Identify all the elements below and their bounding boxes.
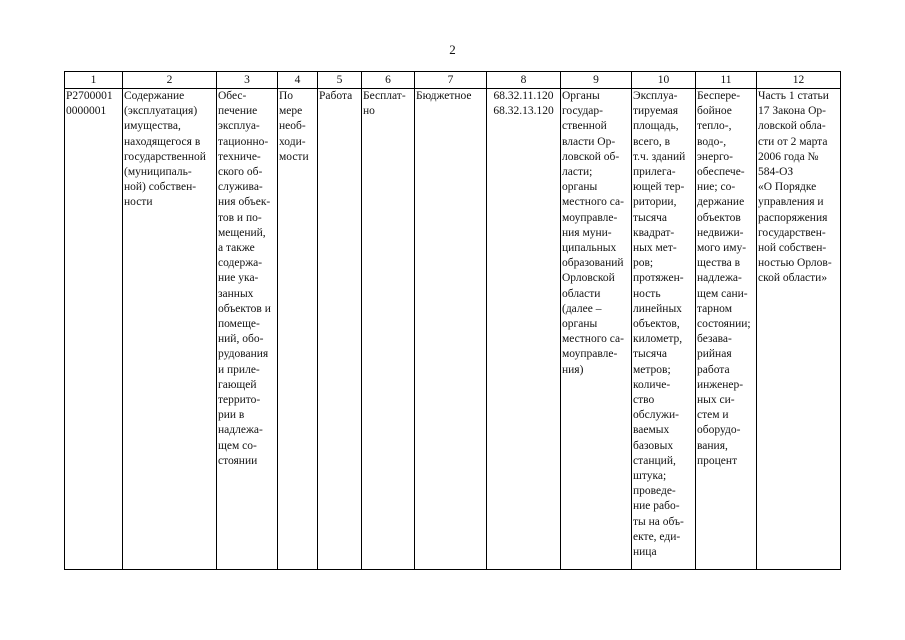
registry-table [64, 71, 841, 570]
service-content-cell: Обес- печение эксплуа- тационно- техниче- ского об- служива- ния объек- тов и по- мещений, а также содержа- ние ука- занных объектов и помеще- ний, обо- рудования и приле- гающей террито- рии в надлежа- щем со- стоянии [217, 89, 278, 570]
column-number: 9 [561, 72, 632, 89]
column-number: 5 [318, 72, 362, 89]
payment-cell: Бесплат- но [362, 89, 415, 570]
registry-number-cell: Р2700001 0000001 [65, 89, 123, 570]
periodicity-cell: По мере необ- ходи- мости [278, 89, 318, 570]
column-number: 4 [278, 72, 318, 89]
column-number: 11 [696, 72, 757, 89]
column-number: 2 [123, 72, 217, 89]
column-number: 1 [65, 72, 123, 89]
type-cell: Работа [318, 89, 362, 570]
okved-code-cell: 68.32.11.120 68.32.13.120 [487, 89, 561, 570]
column-number: 3 [217, 72, 278, 89]
column-number: 7 [415, 72, 487, 89]
column-number: 12 [757, 72, 841, 89]
column-number-row [65, 72, 841, 89]
service-name-cell: Содержание (эксплуатация) имущества, находящегося в государственной (муниципаль- ной) собствен- ности [123, 89, 217, 570]
table-row [65, 89, 841, 570]
page-number: 2 [449, 42, 456, 57]
column-number: 10 [632, 72, 696, 89]
column-number: 6 [362, 72, 415, 89]
consumers-cell: Органы государ- ственной власти Ор- ловской об- ласти; органы местного са- моуправле- ния муни- ципальных образований Орловской области (далее – органы местного са- моуправле- ния) [561, 89, 632, 570]
institution-type-cell: Бюджетное [415, 89, 487, 570]
volume-indicator-cell: Эксплуа- тируемая площадь, всего, в т.ч. зданий прилега- ющей тер- ритории, тысяча квадрат- ных мет- ров; протяжен- ность линейных объектов, километр, тысяча метров; количе- ство обслужи- ваемых базовых станций, штука; проведе- ние рабо- ты на объ- екте, еди- ница [632, 89, 696, 570]
quality-indicator-cell: Беспере- бойное тепло-, водо-, энерго- обеспече- ние; со- держание объектов недвижи- мого иму- щества в надлежа- щем сани- тарном состоянии; безава- рийная работа инженер- ных си- стем и оборудо- вания, процент [696, 89, 757, 570]
column-number: 8 [487, 72, 561, 89]
legal-basis-cell: Часть 1 статьи 17 Закона Ор- ловской обла- сти от 2 марта 2006 года № 584-ОЗ «О Порядке управления и распоряжения государствен- ной собствен- ностью Орлов- ской области» [757, 89, 841, 570]
